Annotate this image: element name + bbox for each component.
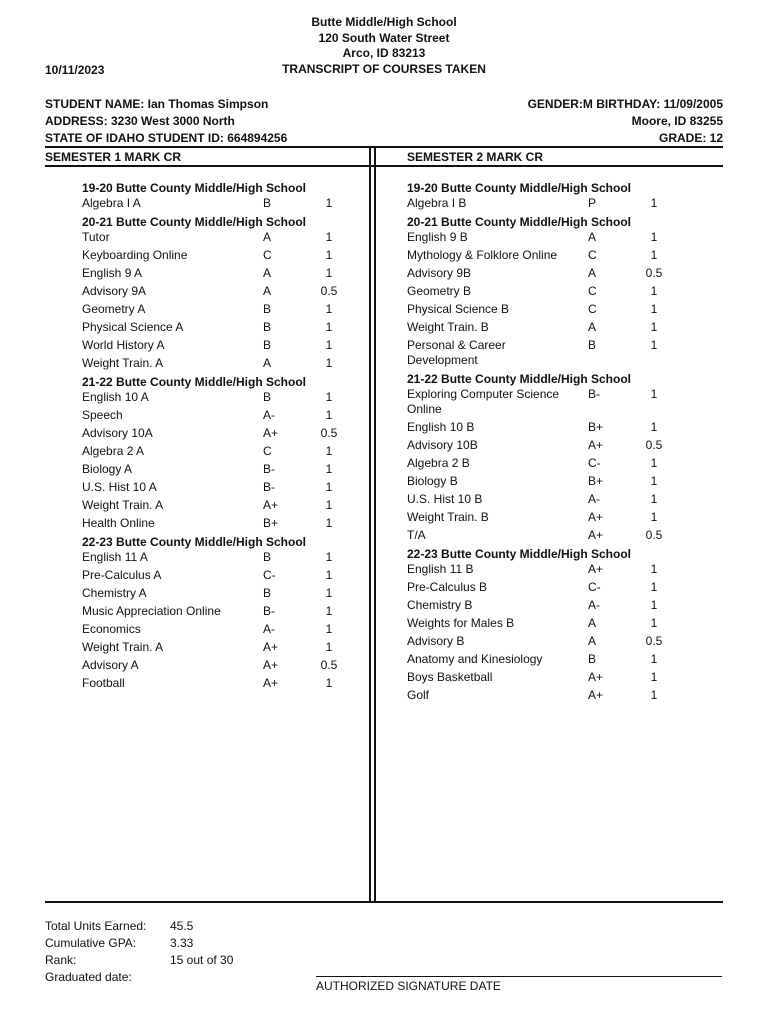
course-name: Advisory 9A bbox=[82, 284, 147, 298]
course-mark: A bbox=[263, 356, 272, 370]
course-name: Football bbox=[82, 676, 125, 690]
student-info-left bbox=[45, 96, 287, 147]
course-credit: 1 bbox=[325, 248, 333, 262]
school-year-heading: 22-23 Butte County Middle/High School bbox=[82, 535, 307, 549]
course-row bbox=[407, 474, 707, 489]
course-row bbox=[82, 302, 382, 317]
course-row bbox=[82, 356, 382, 371]
course-row bbox=[407, 510, 707, 525]
course-credit: 1 bbox=[325, 516, 333, 530]
course-name: World History A bbox=[82, 338, 165, 352]
course-name: U.S. Hist 10 A bbox=[82, 480, 157, 494]
course-name: English 9 A bbox=[82, 266, 143, 280]
course-name: Tutor bbox=[82, 230, 110, 244]
course-name: Algebra I A bbox=[82, 196, 141, 210]
student-id: STATE OF IDAHO STUDENT ID: 664894256 bbox=[45, 131, 288, 145]
course-mark: C bbox=[588, 284, 597, 298]
course-row bbox=[407, 670, 707, 685]
course-mark: B bbox=[263, 586, 272, 600]
course-credit: 1 bbox=[325, 320, 333, 334]
course-mark: A+ bbox=[263, 658, 279, 672]
student-info-right bbox=[528, 96, 723, 147]
signature-label: AUTHORIZED SIGNATURE DATE bbox=[316, 979, 501, 993]
course-name: Speech bbox=[82, 408, 123, 422]
course-name: Weight Train. B bbox=[407, 510, 489, 524]
transcript-date: 10/11/2023 bbox=[45, 63, 105, 77]
course-mark: C bbox=[588, 248, 597, 262]
semester2-heading: SEMESTER 2 MARK CR bbox=[407, 150, 544, 164]
course-credit: 1 bbox=[325, 568, 333, 582]
course-row bbox=[82, 390, 382, 405]
semester2-courses bbox=[407, 180, 707, 706]
school-year-heading: 19-20 Butte County Middle/High School bbox=[82, 181, 307, 195]
course-row bbox=[82, 284, 382, 299]
course-mark: A+ bbox=[588, 670, 604, 684]
course-mark: B- bbox=[263, 462, 275, 476]
course-name: Golf bbox=[407, 688, 430, 702]
course-row bbox=[82, 568, 382, 583]
school-year-heading: 19-20 Butte County Middle/High School bbox=[407, 181, 632, 195]
course-row bbox=[82, 266, 382, 281]
course-credit: 0.5 bbox=[645, 266, 663, 280]
course-name: Advisory 10B bbox=[407, 438, 478, 452]
course-name: Mythology & Folklore Online bbox=[407, 248, 558, 262]
course-credit: 1 bbox=[650, 492, 658, 506]
course-mark: C- bbox=[588, 580, 601, 594]
course-mark: C bbox=[263, 444, 272, 458]
school-year-heading: 21-22 Butte County Middle/High School bbox=[82, 375, 307, 389]
course-name: Biology B bbox=[407, 474, 458, 488]
course-row bbox=[407, 652, 707, 667]
course-row bbox=[407, 634, 707, 649]
table-top-rule bbox=[45, 146, 723, 148]
course-mark: A bbox=[263, 266, 272, 280]
course-row bbox=[82, 604, 382, 619]
course-row bbox=[407, 248, 707, 263]
course-name: Algebra I B bbox=[407, 196, 467, 210]
course-name: English 10 A bbox=[82, 390, 149, 404]
course-credit: 1 bbox=[650, 456, 658, 470]
course-mark: A bbox=[588, 320, 597, 334]
course-row bbox=[407, 230, 707, 245]
course-mark: A+ bbox=[588, 688, 604, 702]
course-row bbox=[82, 196, 382, 211]
course-mark: B bbox=[263, 320, 272, 334]
course-credit: 1 bbox=[325, 640, 333, 654]
course-credit: 1 bbox=[325, 462, 333, 476]
course-mark: C- bbox=[263, 568, 276, 582]
course-mark: A- bbox=[263, 622, 275, 636]
course-mark: B+ bbox=[263, 516, 279, 530]
course-credit: 1 bbox=[325, 196, 333, 210]
school-city: Arco, ID 83213 bbox=[342, 46, 426, 60]
course-name: Weight Train. A bbox=[82, 356, 164, 370]
graduated-label: Graduated date: bbox=[45, 970, 132, 984]
table-header-rule bbox=[45, 165, 723, 167]
course-row bbox=[82, 658, 382, 673]
course-name: Health Online bbox=[82, 516, 155, 530]
school-year-heading: 21-22 Butte County Middle/High School bbox=[407, 372, 632, 386]
course-row bbox=[407, 302, 707, 317]
course-row bbox=[82, 676, 382, 691]
course-row bbox=[82, 550, 382, 565]
course-credit: 0.5 bbox=[320, 658, 338, 672]
course-credit: 1 bbox=[650, 562, 658, 576]
course-row bbox=[82, 516, 382, 531]
course-mark: A+ bbox=[588, 510, 604, 524]
course-mark: B- bbox=[588, 387, 600, 401]
course-name: Biology A bbox=[82, 462, 133, 476]
course-row bbox=[82, 586, 382, 601]
course-mark: C bbox=[263, 248, 272, 262]
course-mark: A+ bbox=[263, 426, 279, 440]
course-row bbox=[82, 408, 382, 423]
school-year-heading: 20-21 Butte County Middle/High School bbox=[82, 215, 307, 229]
school-year-heading: 20-21 Butte County Middle/High School bbox=[407, 215, 632, 229]
course-mark: P bbox=[588, 196, 597, 210]
course-row bbox=[82, 640, 382, 655]
course-name: Chemistry B bbox=[407, 598, 473, 612]
course-mark: A+ bbox=[263, 498, 279, 512]
student-address: ADDRESS: 3230 West 3000 North bbox=[45, 114, 235, 128]
course-credit: 1 bbox=[650, 580, 658, 594]
course-credit: 1 bbox=[650, 510, 658, 524]
semester1-heading: SEMESTER 1 MARK CR bbox=[45, 150, 182, 164]
course-mark: A+ bbox=[588, 562, 604, 576]
school-year-heading: 22-23 Butte County Middle/High School bbox=[407, 547, 632, 561]
course-credit: 1 bbox=[650, 284, 658, 298]
course-row bbox=[407, 528, 707, 543]
course-mark: B- bbox=[263, 604, 275, 618]
course-credit: 1 bbox=[325, 480, 333, 494]
course-row bbox=[82, 444, 382, 459]
course-credit: 0.5 bbox=[645, 528, 663, 542]
course-name: Personal & Career Development bbox=[407, 338, 506, 367]
gpa-value: 3.33 bbox=[170, 936, 194, 950]
course-row bbox=[82, 230, 382, 245]
course-credit: 1 bbox=[650, 230, 658, 244]
course-row bbox=[407, 688, 707, 703]
course-mark: B bbox=[263, 390, 272, 404]
course-mark: B bbox=[263, 338, 272, 352]
gender-birthday: GENDER:M BIRTHDAY: 11/09/2005 bbox=[527, 97, 723, 111]
course-name: Keyboarding Online bbox=[82, 248, 188, 262]
course-row bbox=[407, 284, 707, 299]
course-row bbox=[407, 320, 707, 335]
course-mark: C- bbox=[588, 456, 601, 470]
course-name: Geometry A bbox=[82, 302, 146, 316]
course-name: Music Appreciation Online bbox=[82, 604, 221, 618]
course-name: Physical Science B bbox=[407, 302, 510, 316]
course-row bbox=[82, 248, 382, 263]
course-credit: 1 bbox=[325, 408, 333, 422]
total-units-label: Total Units Earned: bbox=[45, 919, 147, 933]
course-name: English 10 B bbox=[407, 420, 475, 434]
course-credit: 1 bbox=[650, 302, 658, 316]
summary-labels bbox=[45, 918, 146, 986]
course-name: Weight Train. A bbox=[82, 640, 164, 654]
course-credit: 1 bbox=[650, 616, 658, 630]
course-name: English 11 A bbox=[82, 550, 148, 564]
course-credit: 0.5 bbox=[645, 634, 663, 648]
course-mark: A+ bbox=[263, 676, 279, 690]
course-mark: B bbox=[263, 550, 272, 564]
course-name: Chemistry A bbox=[82, 586, 147, 600]
course-mark: A bbox=[588, 634, 597, 648]
course-row bbox=[407, 456, 707, 471]
course-name: Anatomy and Kinesiology bbox=[407, 652, 543, 666]
course-mark: B bbox=[588, 652, 597, 666]
course-mark: A bbox=[263, 230, 272, 244]
course-row bbox=[82, 320, 382, 335]
school-name: Butte Middle/High School bbox=[311, 15, 457, 29]
course-name: Algebra 2 A bbox=[82, 444, 145, 458]
course-mark: A bbox=[588, 616, 597, 630]
course-mark: A- bbox=[588, 492, 600, 506]
course-name: Weight Train. B bbox=[407, 320, 489, 334]
course-row bbox=[407, 492, 707, 507]
course-name: Advisory A bbox=[82, 658, 139, 672]
course-row bbox=[407, 438, 707, 453]
course-name: Algebra 2 B bbox=[407, 456, 470, 470]
course-row bbox=[407, 387, 707, 417]
course-credit: 1 bbox=[325, 622, 333, 636]
course-name: Boys Basketball bbox=[407, 670, 493, 684]
course-row bbox=[82, 462, 382, 477]
course-mark: B+ bbox=[588, 474, 604, 488]
student-city: Moore, ID 83255 bbox=[631, 114, 723, 128]
course-row bbox=[82, 498, 382, 513]
course-credit: 1 bbox=[325, 444, 333, 458]
course-row bbox=[82, 426, 382, 441]
course-row bbox=[82, 338, 382, 353]
course-credit: 1 bbox=[325, 230, 333, 244]
course-credit: 1 bbox=[650, 598, 658, 612]
course-credit: 0.5 bbox=[320, 426, 338, 440]
course-credit: 1 bbox=[325, 356, 333, 370]
course-row bbox=[407, 266, 707, 281]
course-credit: 1 bbox=[650, 688, 658, 702]
course-row bbox=[407, 562, 707, 577]
course-name: Exploring Computer Science Online bbox=[407, 387, 560, 416]
course-name: Physical Science A bbox=[82, 320, 184, 334]
course-mark: A+ bbox=[588, 528, 604, 542]
rank-value: 15 out of 30 bbox=[170, 953, 234, 967]
course-name: Pre-Calculus B bbox=[407, 580, 488, 594]
course-row bbox=[407, 196, 707, 211]
course-name: Weights for Males B bbox=[407, 616, 515, 630]
course-credit: 1 bbox=[325, 498, 333, 512]
course-mark: A+ bbox=[263, 640, 279, 654]
course-credit: 1 bbox=[650, 196, 658, 210]
course-mark: A bbox=[588, 266, 597, 280]
course-mark: A- bbox=[588, 598, 600, 612]
course-name: Geometry B bbox=[407, 284, 472, 298]
course-credit: 1 bbox=[325, 390, 333, 404]
course-credit: 1 bbox=[650, 248, 658, 262]
course-mark: A- bbox=[263, 408, 275, 422]
total-units-value: 45.5 bbox=[170, 919, 194, 933]
course-credit: 1 bbox=[325, 338, 333, 352]
course-credit: 1 bbox=[325, 266, 333, 280]
course-name: U.S. Hist 10 B bbox=[407, 492, 483, 506]
course-mark: B bbox=[588, 338, 597, 352]
school-street: 120 South Water Street bbox=[318, 30, 450, 45]
course-credit: 0.5 bbox=[645, 438, 663, 452]
course-credit: 1 bbox=[325, 586, 333, 600]
course-mark: B bbox=[263, 302, 272, 316]
student-name: STUDENT NAME: Ian Thomas Simpson bbox=[45, 97, 269, 111]
course-row bbox=[407, 338, 707, 368]
signature-line bbox=[316, 976, 722, 977]
course-row bbox=[407, 580, 707, 595]
course-credit: 1 bbox=[325, 676, 333, 690]
course-row bbox=[82, 622, 382, 637]
course-name: Economics bbox=[82, 622, 141, 636]
course-row bbox=[407, 616, 707, 631]
course-credit: 1 bbox=[650, 474, 658, 488]
course-name: English 11 B bbox=[407, 562, 474, 576]
course-credit: 1 bbox=[650, 652, 658, 666]
school-header bbox=[0, 15, 768, 77]
course-row bbox=[407, 420, 707, 435]
course-credit: 1 bbox=[325, 550, 333, 564]
gpa-label: Cumulative GPA: bbox=[45, 936, 137, 950]
summary-values bbox=[170, 918, 233, 969]
course-credit: 1 bbox=[650, 338, 658, 352]
course-row bbox=[82, 480, 382, 495]
course-name: English 9 B bbox=[407, 230, 468, 244]
course-name: Pre-Calculus A bbox=[82, 568, 162, 582]
course-credit: 1 bbox=[325, 604, 333, 618]
course-credit: 1 bbox=[650, 670, 658, 684]
course-mark: A+ bbox=[588, 438, 604, 452]
grade-level: GRADE: 12 bbox=[658, 131, 723, 145]
course-credit: 1 bbox=[650, 420, 658, 434]
course-mark: B+ bbox=[588, 420, 604, 434]
transcript-title: TRANSCRIPT OF COURSES TAKEN bbox=[282, 61, 486, 76]
course-name: T/A bbox=[407, 528, 426, 542]
semester1-courses bbox=[82, 180, 382, 694]
course-mark: A bbox=[588, 230, 597, 244]
course-mark: B bbox=[263, 196, 272, 210]
course-row bbox=[407, 598, 707, 613]
course-credit: 1 bbox=[325, 302, 333, 316]
course-name: Advisory B bbox=[407, 634, 465, 648]
course-name: Advisory 9B bbox=[407, 266, 472, 280]
course-name: Advisory 10A bbox=[82, 426, 153, 440]
course-credit: 1 bbox=[650, 387, 658, 401]
course-mark: C bbox=[588, 302, 597, 316]
course-name: Weight Train. A bbox=[82, 498, 164, 512]
course-credit: 1 bbox=[650, 320, 658, 334]
course-mark: A bbox=[263, 284, 272, 298]
rank-label: Rank: bbox=[45, 953, 77, 967]
table-bottom-rule bbox=[45, 901, 723, 903]
course-credit: 0.5 bbox=[320, 284, 338, 298]
course-mark: B- bbox=[263, 480, 275, 494]
